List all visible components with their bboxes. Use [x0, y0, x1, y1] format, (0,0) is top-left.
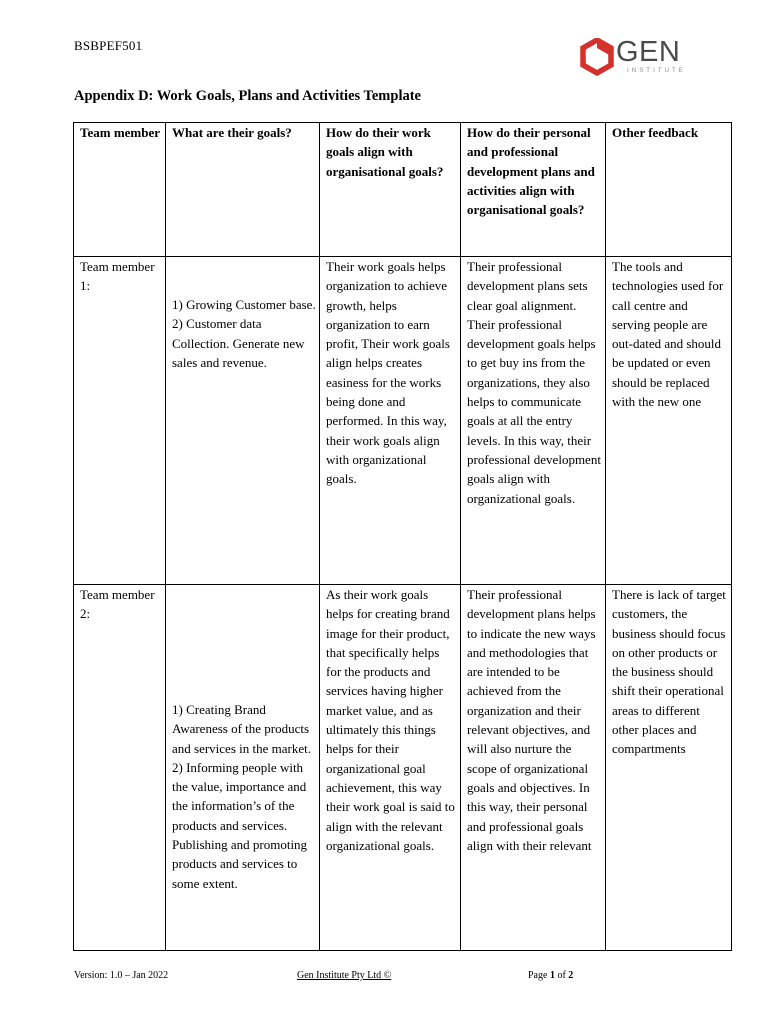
page-of-label: of: [554, 970, 569, 981]
goal-item: 1) Creating Brand Awareness of the products and services in the market.: [172, 702, 311, 756]
header-goals: What are their goals?: [166, 123, 320, 257]
page-title: Appendix D: Work Goals, Plans and Activities Template: [74, 88, 421, 104]
footer-page-number: [528, 970, 573, 981]
development-alignment-cell: Their professional development plans sets clear goal alignment. Their professional development goals helps to get buy ins from the organizations, they also helps to communicate goals at all the entry levels. In this way, their professional development goals align with organizational goals.: [461, 257, 606, 585]
logo-subtext: INSTITUTE: [627, 68, 686, 74]
goal-item: 2) Customer data Collection. Generate new sales and revenue.: [172, 316, 305, 370]
footer-company: Gen Institute Pty Ltd ©: [297, 970, 392, 981]
member-cell: Team member 1:: [74, 257, 166, 585]
page-label: Page: [528, 970, 550, 981]
table-header-row: [74, 123, 732, 257]
hexagon-logo-icon: [580, 38, 614, 78]
goals-table: [73, 122, 732, 951]
development-alignment-cell: Their professional development plans helps to indicate the new ways and methodologies that are intended to be achieved from the organization and their relevant objectives, and will also nurture the scope of organizational goals and objectives. In this way, their personal and professional goals align with their relevant: [461, 585, 606, 951]
header-other-feedback: Other feedback: [606, 123, 732, 257]
header-work-alignment: How do their work goals align with organisational goals?: [320, 123, 461, 257]
table-row: [74, 585, 732, 951]
work-alignment-cell: Their work goals helps organization to achieve growth, helps organization to earn profit, Their work goals align helps creates easiness for the works being done and performed. In this way, their work goals align with organizational goals.: [320, 257, 461, 585]
footer-version: Version: 1.0 – Jan 2022: [74, 970, 169, 981]
goals-cell: [166, 585, 320, 951]
total-pages: 2: [568, 970, 574, 981]
feedback-cell: The tools and technologies used for call centre and serving people are out-dated and should be updated or even should be replaced with the new one: [606, 257, 732, 585]
goal-item: 2) Informing people with the value, importance and the information’s of the products and services. Publishing and promoting products and services to some extent.: [172, 759, 308, 891]
work-alignment-cell: As their work goals helps for creating brand image for their product, that specifically helps for the products and services having higher market value, and as ultimately this things helps for their organizational goal achievement, this way their work goal is said to align with the relevant organizational goals.: [320, 585, 461, 951]
goal-item: 1) Growing Customer base.: [172, 297, 316, 312]
header-team-member: Team member: [74, 123, 166, 257]
member-cell: Team member 2:: [74, 585, 166, 951]
document-code: BSBPEF501: [74, 38, 143, 53]
feedback-cell: There is lack of target customers, the business should focus on other products or the business should shift their operational areas to different other places and compartments: [606, 585, 732, 951]
logo-text: GEN: [616, 36, 681, 68]
current-page: 1: [549, 970, 555, 981]
table-row: [74, 257, 732, 585]
goals-cell: [166, 257, 320, 585]
gen-institute-logo: [580, 38, 695, 78]
header-development-alignment: How do their personal and professional development plans and activities align with organisational goals?: [461, 123, 606, 257]
